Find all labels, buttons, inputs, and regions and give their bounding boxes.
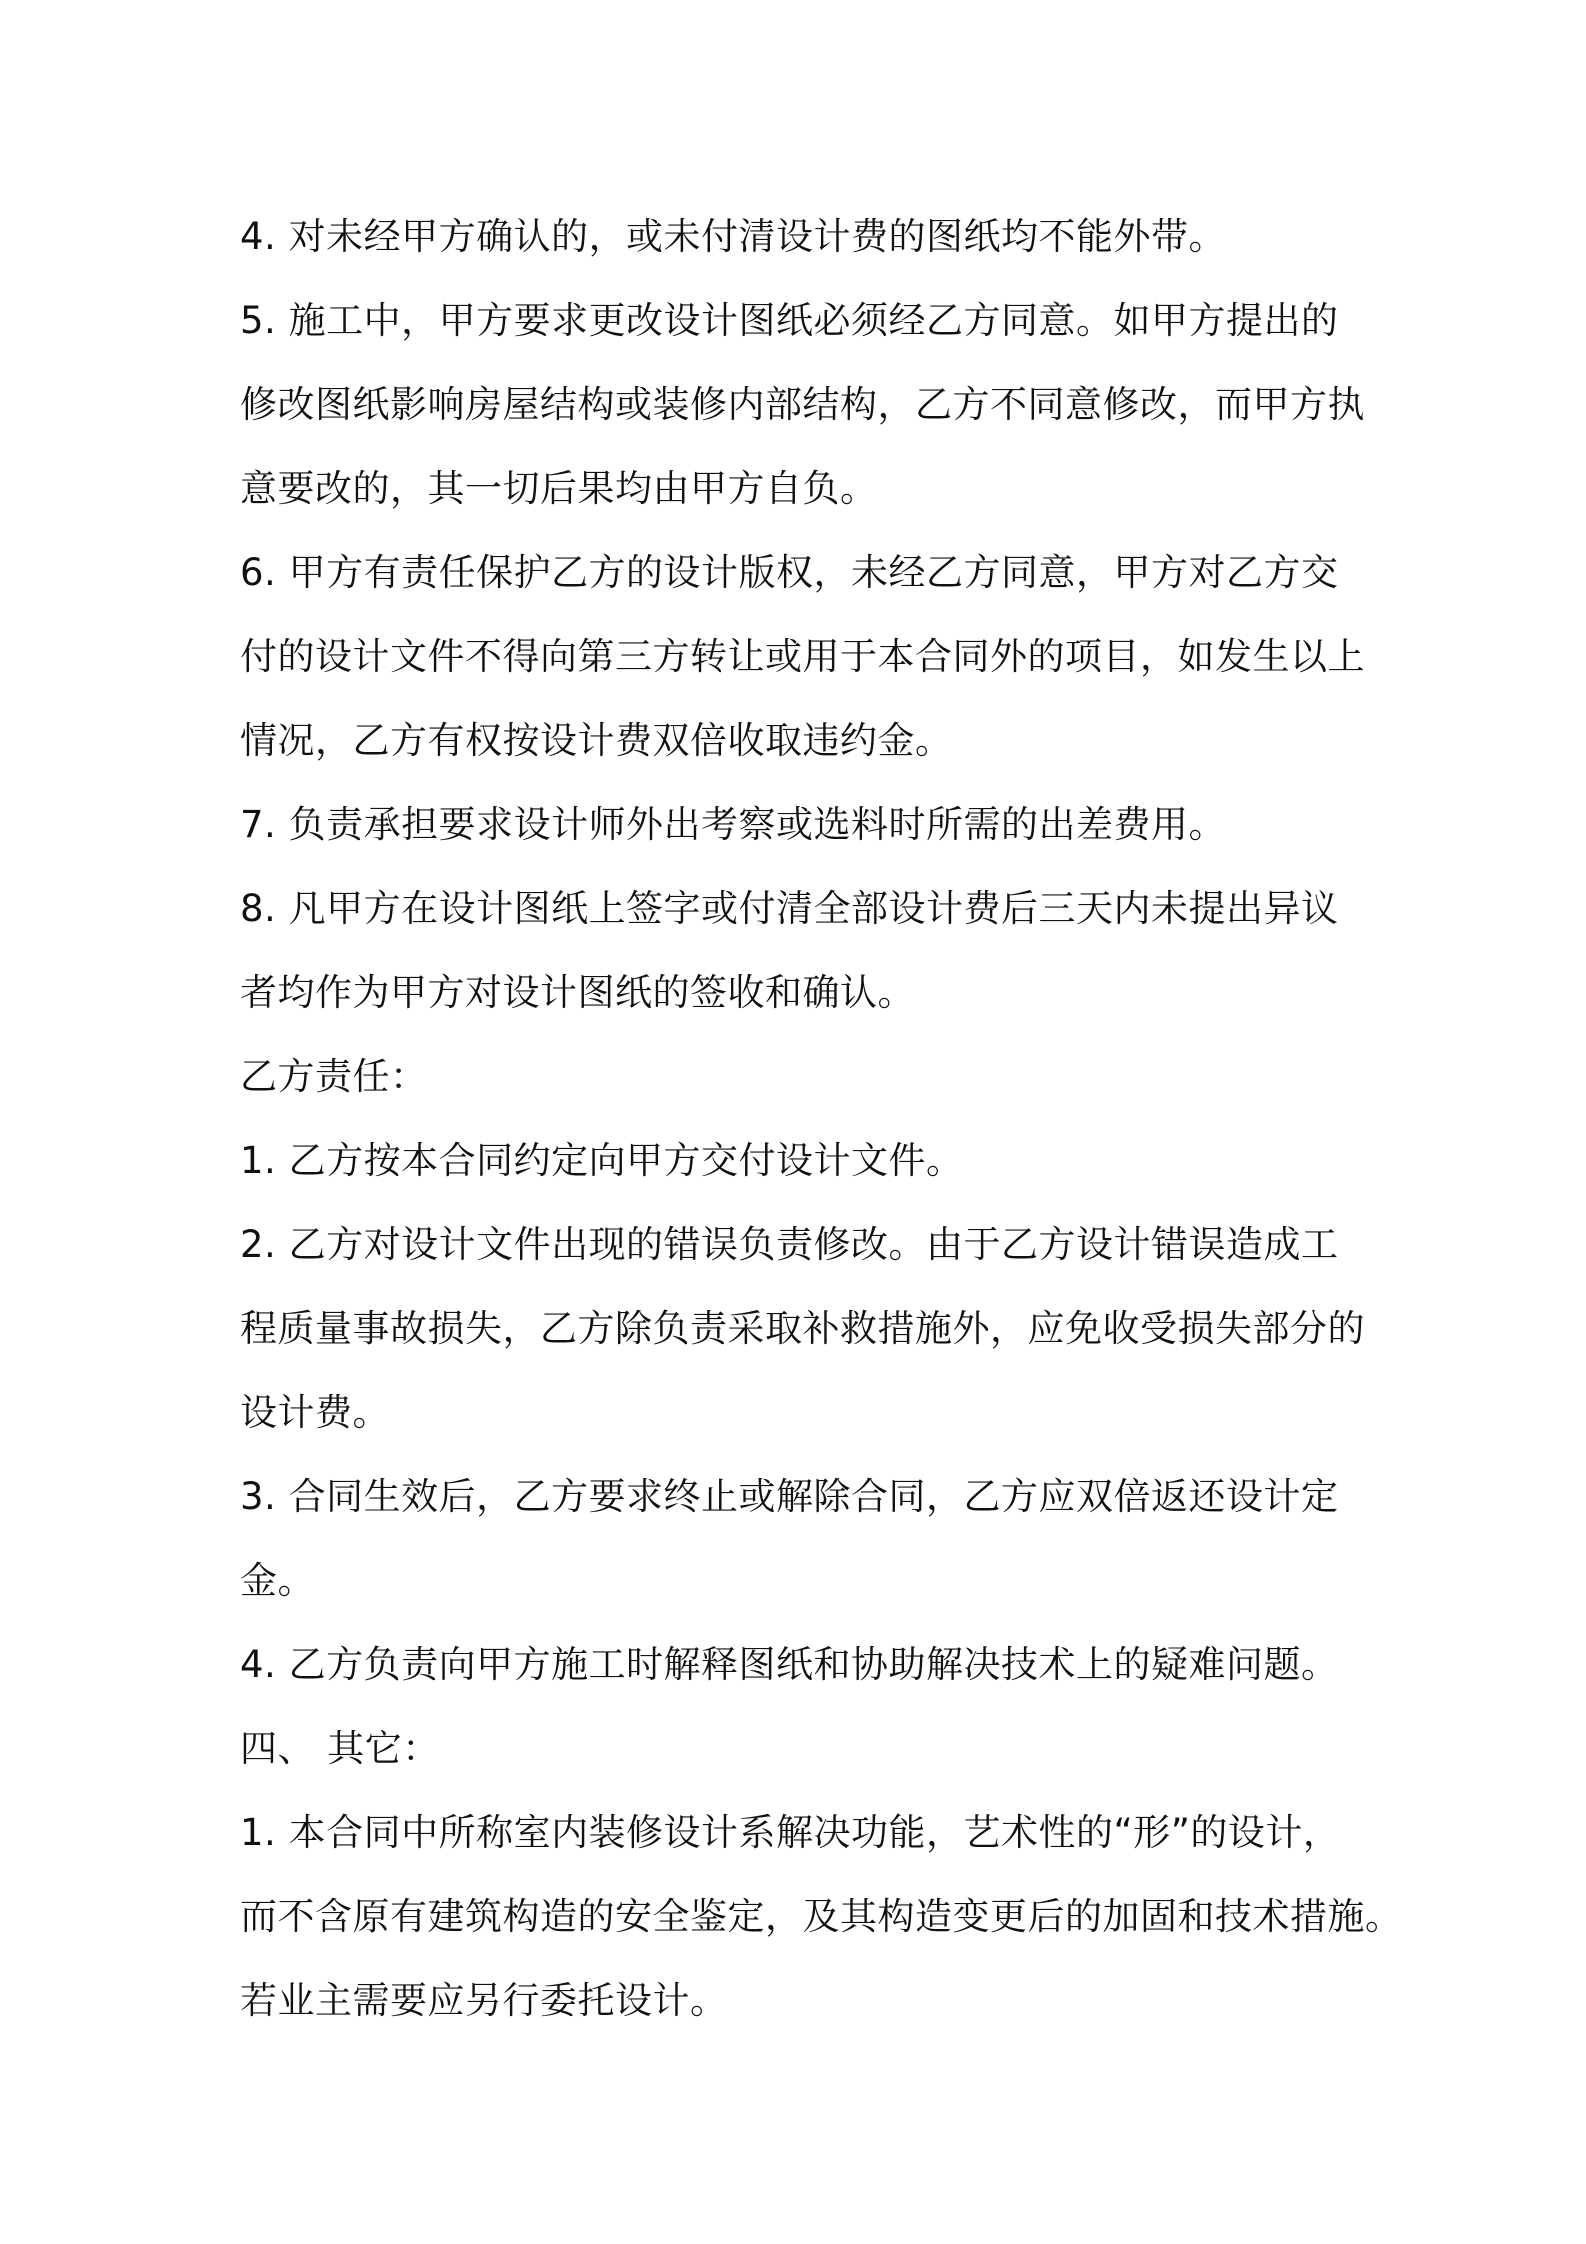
text-line: 2. 乙方对设计文件出现的错误负责修改。由于乙方设计错误造成工 bbox=[240, 1223, 1339, 1266]
text-line: 6. 甲方有责任保护乙方的设计版权，未经乙方同意，甲方对乙方交 bbox=[240, 551, 1339, 594]
section-heading: 四、 其它： bbox=[240, 1727, 440, 1770]
text-line: 付的设计文件不得向第三方转让或用于本合同外的项目，如发生以上 bbox=[240, 635, 1365, 678]
text-line: 1. 本合同中所称室内装修设计系解决功能，艺术性的“形”的设计， bbox=[240, 1811, 1341, 1854]
text-line: 5. 施工中，甲方要求更改设计图纸必须经乙方同意。如甲方提出的 bbox=[240, 299, 1339, 342]
text-line: 金。 bbox=[240, 1559, 315, 1602]
text-line: 修改图纸影响房屋结构或装修内部结构，乙方不同意修改，而甲方执 bbox=[240, 383, 1365, 426]
text-line: 8. 凡甲方在设计图纸上签字或付清全部设计费后三天内未提出异议 bbox=[240, 887, 1339, 930]
text-line: 程质量事故损失，乙方除负责采取补救措施外，应免收受损失部分的 bbox=[240, 1307, 1365, 1350]
text-line: 3. 合同生效后，乙方要求终止或解除合同，乙方应双倍返还设计定 bbox=[240, 1475, 1339, 1518]
text-line: 7. 负责承担要求设计师外出考察或选料时所需的出差费用。 bbox=[240, 803, 1227, 846]
text-line: 若业主需要应另行委托设计。 bbox=[240, 1979, 728, 2022]
text-line: 4. 乙方负责向甲方施工时解释图纸和协助解决技术上的疑难问题。 bbox=[240, 1643, 1339, 1686]
document-body bbox=[240, 195, 1403, 2043]
text-line: 情况，乙方有权按设计费双倍收取违约金。 bbox=[240, 719, 953, 762]
text-line: 1. 乙方按本合同约定向甲方交付设计文件。 bbox=[240, 1139, 964, 1182]
text-line: 4. 对未经甲方确认的，或未付清设计费的图纸均不能外带。 bbox=[240, 215, 1227, 258]
section-heading: 乙方责任： bbox=[240, 1055, 428, 1098]
text-line: 设计费。 bbox=[240, 1391, 390, 1434]
text-line: 意要改的，其一切后果均由甲方自负。 bbox=[240, 467, 878, 510]
text-line: 而不含原有建筑构造的安全鉴定，及其构造变更后的加固和技术措施。 bbox=[240, 1895, 1403, 1938]
text-line: 者均作为甲方对设计图纸的签收和确认。 bbox=[240, 971, 915, 1014]
